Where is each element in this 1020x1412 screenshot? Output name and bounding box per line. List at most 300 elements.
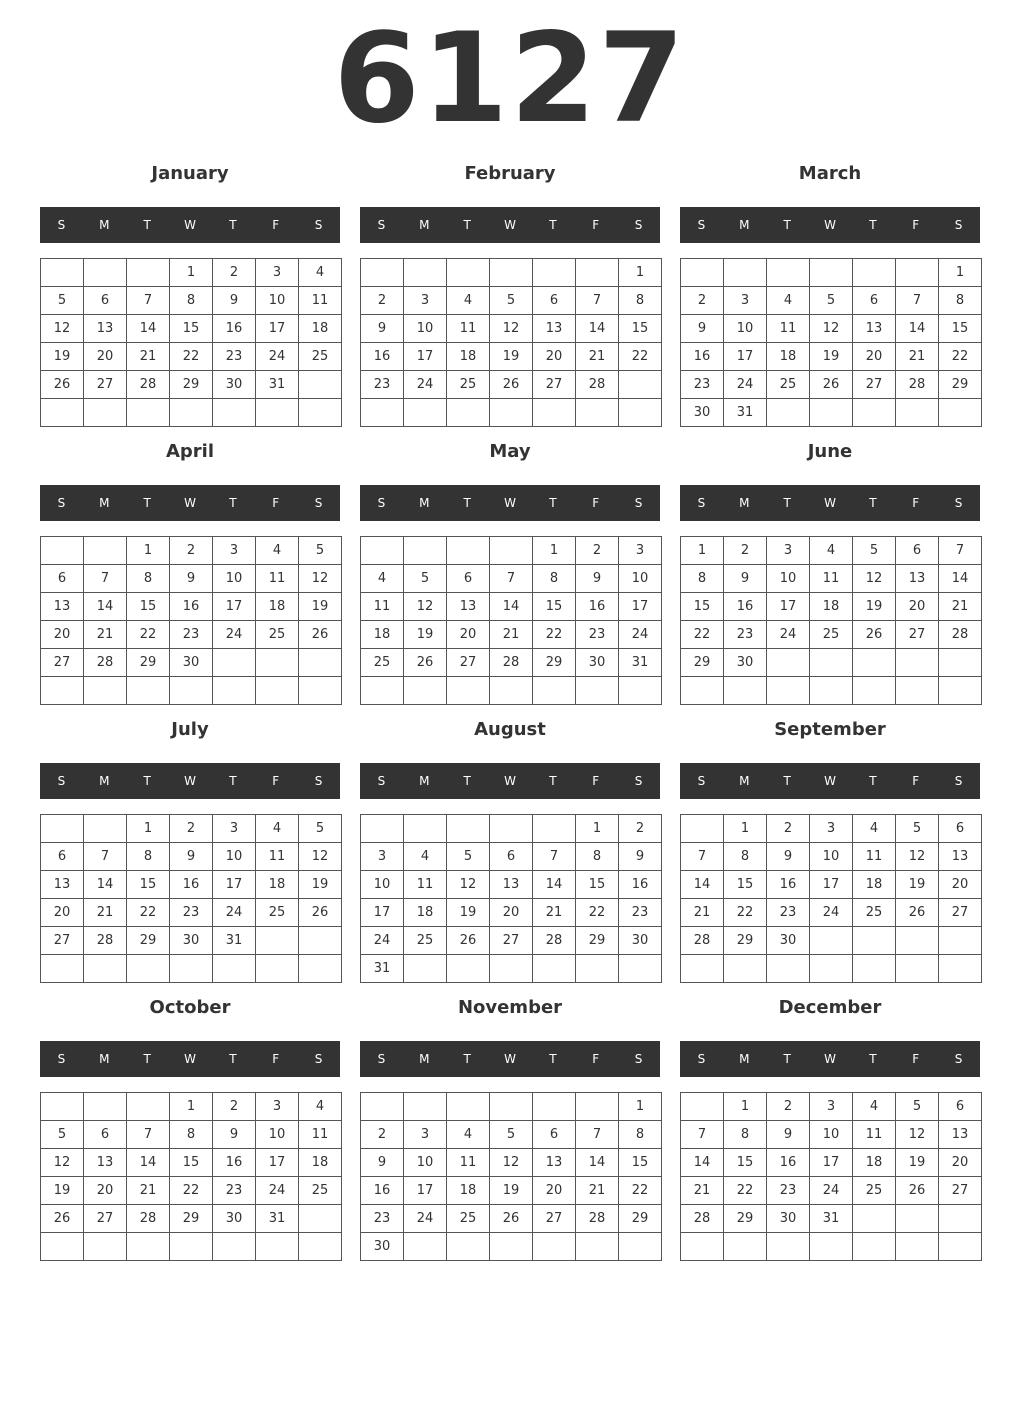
day-cell: 7 — [681, 1121, 724, 1149]
day-cell: 14 — [127, 1149, 170, 1177]
week-row — [361, 371, 662, 399]
week-row — [361, 1149, 662, 1177]
day-cell — [767, 399, 810, 427]
day-cell: 1 — [170, 259, 213, 287]
day-cell — [853, 649, 896, 677]
day-cell — [299, 677, 342, 705]
day-cell: 14 — [896, 315, 939, 343]
day-cell — [447, 955, 490, 983]
weekday-label: S — [377, 218, 386, 232]
day-cell — [810, 1233, 853, 1261]
day-cell: 6 — [896, 537, 939, 565]
day-cell: 13 — [447, 593, 490, 621]
day-cell: 12 — [490, 1149, 533, 1177]
day-grid — [360, 258, 662, 427]
day-cell: 9 — [724, 565, 767, 593]
day-cell: 11 — [299, 287, 342, 315]
day-cell: 4 — [810, 537, 853, 565]
day-cell: 17 — [213, 593, 256, 621]
weekday-label: M — [739, 496, 750, 510]
weekday-label: W — [824, 496, 836, 510]
weekday-label: T — [869, 774, 877, 788]
day-cell: 1 — [127, 537, 170, 565]
day-cell: 30 — [170, 649, 213, 677]
day-grid — [40, 258, 342, 427]
day-cell: 1 — [681, 537, 724, 565]
weekday-header — [680, 1041, 980, 1077]
day-cell: 22 — [170, 343, 213, 371]
week-row — [361, 537, 662, 565]
day-cell: 12 — [896, 1121, 939, 1149]
day-cell: 4 — [256, 537, 299, 565]
day-cell: 11 — [767, 315, 810, 343]
day-cell: 15 — [619, 315, 662, 343]
day-cell: 4 — [447, 287, 490, 315]
weekday-label: T — [143, 496, 151, 510]
weekday-label: W — [504, 1052, 516, 1066]
day-cell: 22 — [724, 1177, 767, 1205]
day-cell: 26 — [404, 649, 447, 677]
weekday-label: M — [99, 774, 110, 788]
day-cell — [533, 259, 576, 287]
weekday-label: T — [869, 496, 877, 510]
day-cell: 9 — [767, 1121, 810, 1149]
day-cell: 3 — [256, 1093, 299, 1121]
weekday-label: M — [419, 774, 430, 788]
weekday-label: S — [634, 496, 643, 510]
day-cell: 18 — [853, 871, 896, 899]
day-cell: 16 — [213, 1149, 256, 1177]
week-row — [41, 1205, 342, 1233]
day-cell: 13 — [533, 315, 576, 343]
day-cell: 24 — [810, 899, 853, 927]
day-cell: 11 — [447, 315, 490, 343]
week-row — [681, 1121, 982, 1149]
day-cell: 13 — [896, 565, 939, 593]
day-cell: 1 — [533, 537, 576, 565]
month-name: November — [457, 997, 563, 1018]
week-row — [41, 1177, 342, 1205]
day-cell — [533, 955, 576, 983]
day-cell: 8 — [724, 1121, 767, 1149]
day-cell: 19 — [41, 1177, 84, 1205]
day-cell — [404, 1093, 447, 1121]
day-cell — [361, 677, 404, 705]
day-cell — [447, 259, 490, 287]
week-row — [361, 1093, 662, 1121]
day-cell: 9 — [767, 843, 810, 871]
weekday-label: F — [592, 218, 600, 232]
weekday-header — [40, 1041, 340, 1077]
weekday-label: W — [824, 774, 836, 788]
day-cell — [127, 399, 170, 427]
weekday-label: T — [463, 218, 471, 232]
day-cell: 31 — [361, 955, 404, 983]
day-cell: 30 — [681, 399, 724, 427]
day-cell — [41, 677, 84, 705]
day-cell: 27 — [490, 927, 533, 955]
day-cell: 16 — [767, 871, 810, 899]
week-row — [361, 399, 662, 427]
weekday-label: T — [869, 218, 877, 232]
weekday-label: T — [143, 774, 151, 788]
day-cell: 27 — [41, 927, 84, 955]
day-cell: 3 — [810, 1093, 853, 1121]
day-cell — [810, 399, 853, 427]
day-cell — [810, 649, 853, 677]
weekday-label: F — [912, 774, 920, 788]
day-cell — [84, 955, 127, 983]
day-cell: 25 — [447, 1205, 490, 1233]
day-cell: 24 — [256, 343, 299, 371]
day-cell: 2 — [170, 537, 213, 565]
day-cell: 3 — [213, 815, 256, 843]
day-cell: 15 — [681, 593, 724, 621]
day-cell: 8 — [127, 565, 170, 593]
week-row — [681, 593, 982, 621]
day-cell: 24 — [213, 899, 256, 927]
day-cell: 26 — [810, 371, 853, 399]
day-cell: 18 — [447, 1177, 490, 1205]
day-cell: 28 — [127, 1205, 170, 1233]
day-cell: 8 — [939, 287, 982, 315]
week-row — [41, 343, 342, 371]
week-row — [41, 1121, 342, 1149]
week-row — [681, 315, 982, 343]
day-cell: 19 — [810, 343, 853, 371]
day-cell — [490, 259, 533, 287]
day-cell — [299, 1205, 342, 1233]
day-cell: 20 — [533, 343, 576, 371]
day-cell — [256, 649, 299, 677]
day-cell: 23 — [170, 899, 213, 927]
week-row — [361, 621, 662, 649]
day-cell: 9 — [361, 315, 404, 343]
day-cell: 25 — [299, 1177, 342, 1205]
day-grid — [680, 814, 982, 983]
day-cell: 18 — [767, 343, 810, 371]
week-row — [681, 871, 982, 899]
day-cell: 11 — [299, 1121, 342, 1149]
day-cell: 28 — [939, 621, 982, 649]
day-cell: 14 — [576, 315, 619, 343]
day-cell: 2 — [213, 259, 256, 287]
weekday-label: T — [143, 218, 151, 232]
week-row — [41, 259, 342, 287]
day-cell: 30 — [576, 649, 619, 677]
week-row — [41, 565, 342, 593]
weekday-label: S — [634, 774, 643, 788]
day-cell: 23 — [361, 1205, 404, 1233]
week-row — [41, 399, 342, 427]
weekday-label: S — [697, 496, 706, 510]
day-cell: 29 — [533, 649, 576, 677]
weekday-label: S — [954, 218, 963, 232]
weekday-label: W — [824, 218, 836, 232]
day-cell: 17 — [361, 899, 404, 927]
weekday-label: S — [377, 774, 386, 788]
day-cell — [767, 955, 810, 983]
day-cell: 31 — [619, 649, 662, 677]
month-name: February — [464, 163, 556, 184]
day-cell: 3 — [767, 537, 810, 565]
day-cell: 30 — [619, 927, 662, 955]
day-cell — [447, 399, 490, 427]
day-cell: 10 — [810, 1121, 853, 1149]
weekday-label: M — [739, 1052, 750, 1066]
day-cell: 10 — [256, 287, 299, 315]
day-cell: 6 — [447, 565, 490, 593]
day-cell — [576, 399, 619, 427]
day-cell: 23 — [576, 621, 619, 649]
day-cell: 11 — [853, 843, 896, 871]
day-cell: 23 — [619, 899, 662, 927]
day-cell: 19 — [490, 1177, 533, 1205]
day-cell: 1 — [939, 259, 982, 287]
day-cell: 30 — [170, 927, 213, 955]
day-cell: 26 — [41, 371, 84, 399]
day-cell — [256, 955, 299, 983]
day-cell — [84, 815, 127, 843]
day-cell — [404, 537, 447, 565]
day-cell: 7 — [576, 1121, 619, 1149]
weekday-label: F — [912, 218, 920, 232]
weekday-label: S — [377, 496, 386, 510]
day-cell: 11 — [361, 593, 404, 621]
week-row — [361, 1233, 662, 1261]
day-cell — [490, 1093, 533, 1121]
day-cell — [533, 399, 576, 427]
day-cell: 16 — [361, 1177, 404, 1205]
day-cell: 17 — [767, 593, 810, 621]
day-cell: 3 — [619, 537, 662, 565]
day-cell: 22 — [724, 899, 767, 927]
day-cell: 21 — [681, 1177, 724, 1205]
day-cell: 14 — [490, 593, 533, 621]
week-row — [681, 371, 982, 399]
day-cell: 17 — [213, 871, 256, 899]
day-cell: 19 — [41, 343, 84, 371]
day-cell: 12 — [404, 593, 447, 621]
weekday-label: S — [314, 1052, 323, 1066]
weekday-label: F — [592, 1052, 600, 1066]
weekday-header — [40, 763, 340, 799]
week-row — [41, 315, 342, 343]
week-row — [681, 399, 982, 427]
day-cell — [810, 955, 853, 983]
day-cell: 23 — [213, 1177, 256, 1205]
day-cell: 7 — [896, 287, 939, 315]
day-cell: 15 — [170, 315, 213, 343]
week-row — [41, 927, 342, 955]
day-cell — [404, 1233, 447, 1261]
day-cell: 10 — [619, 565, 662, 593]
day-cell: 28 — [681, 927, 724, 955]
day-cell — [896, 677, 939, 705]
day-cell: 6 — [533, 287, 576, 315]
day-cell: 2 — [170, 815, 213, 843]
day-cell — [41, 399, 84, 427]
day-cell — [213, 1233, 256, 1261]
day-cell: 10 — [213, 843, 256, 871]
day-cell — [681, 1093, 724, 1121]
weekday-label: S — [697, 774, 706, 788]
day-cell: 8 — [170, 1121, 213, 1149]
day-cell: 6 — [853, 287, 896, 315]
weekday-label: T — [229, 496, 237, 510]
day-cell: 10 — [767, 565, 810, 593]
week-row — [681, 1205, 982, 1233]
day-cell — [681, 259, 724, 287]
day-cell: 24 — [767, 621, 810, 649]
weekday-label: M — [99, 496, 110, 510]
day-cell: 22 — [681, 621, 724, 649]
day-cell: 5 — [490, 287, 533, 315]
day-cell — [619, 677, 662, 705]
day-grid — [40, 1092, 342, 1261]
day-cell: 15 — [619, 1149, 662, 1177]
day-cell: 18 — [299, 315, 342, 343]
day-cell: 23 — [213, 343, 256, 371]
day-cell: 10 — [361, 871, 404, 899]
month-name: January — [151, 163, 229, 184]
day-cell: 20 — [41, 899, 84, 927]
weekday-label: M — [99, 1052, 110, 1066]
day-cell: 18 — [299, 1149, 342, 1177]
week-row — [361, 343, 662, 371]
week-row — [681, 1149, 982, 1177]
week-row — [361, 815, 662, 843]
day-cell: 27 — [447, 649, 490, 677]
week-row — [361, 871, 662, 899]
week-row — [681, 649, 982, 677]
day-cell: 12 — [447, 871, 490, 899]
day-cell: 22 — [170, 1177, 213, 1205]
day-cell: 29 — [127, 927, 170, 955]
week-row — [681, 899, 982, 927]
weekday-label: S — [634, 1052, 643, 1066]
weekday-label: W — [824, 1052, 836, 1066]
week-row — [361, 287, 662, 315]
day-cell: 18 — [853, 1149, 896, 1177]
day-cell — [853, 399, 896, 427]
day-cell — [896, 927, 939, 955]
day-cell — [404, 259, 447, 287]
day-cell — [84, 677, 127, 705]
day-cell — [299, 1233, 342, 1261]
day-cell: 1 — [619, 1093, 662, 1121]
day-cell: 28 — [681, 1205, 724, 1233]
day-cell — [853, 927, 896, 955]
day-cell: 31 — [724, 399, 767, 427]
week-row — [41, 1149, 342, 1177]
day-cell — [767, 649, 810, 677]
day-cell — [810, 259, 853, 287]
day-cell — [939, 649, 982, 677]
day-cell: 2 — [767, 1093, 810, 1121]
week-row — [41, 899, 342, 927]
day-cell: 15 — [576, 871, 619, 899]
day-cell: 19 — [490, 343, 533, 371]
day-cell: 22 — [127, 621, 170, 649]
week-row — [41, 843, 342, 871]
day-cell: 6 — [84, 287, 127, 315]
day-cell: 30 — [361, 1233, 404, 1261]
day-cell: 21 — [681, 899, 724, 927]
weekday-label: T — [229, 1052, 237, 1066]
week-row — [361, 927, 662, 955]
day-cell: 4 — [853, 1093, 896, 1121]
weekday-label: F — [272, 218, 280, 232]
day-cell: 24 — [724, 371, 767, 399]
day-cell — [533, 677, 576, 705]
day-cell: 23 — [681, 371, 724, 399]
day-cell: 6 — [41, 843, 84, 871]
day-cell: 4 — [256, 815, 299, 843]
weekday-label: F — [592, 496, 600, 510]
day-cell — [404, 399, 447, 427]
day-cell: 10 — [404, 315, 447, 343]
day-cell: 17 — [256, 315, 299, 343]
day-cell: 14 — [84, 593, 127, 621]
day-cell: 22 — [576, 899, 619, 927]
day-cell — [127, 677, 170, 705]
day-cell: 18 — [361, 621, 404, 649]
day-cell: 6 — [41, 565, 84, 593]
day-cell: 17 — [404, 1177, 447, 1205]
day-cell — [724, 1233, 767, 1261]
day-cell — [41, 815, 84, 843]
weekday-label: T — [549, 496, 557, 510]
weekday-label: T — [783, 496, 791, 510]
weekday-label: T — [783, 218, 791, 232]
day-cell — [576, 955, 619, 983]
day-cell: 10 — [810, 843, 853, 871]
month-name: July — [171, 719, 209, 740]
weekday-label: T — [463, 774, 471, 788]
day-cell: 16 — [170, 871, 213, 899]
day-cell: 3 — [361, 843, 404, 871]
week-row — [41, 677, 342, 705]
day-cell: 5 — [447, 843, 490, 871]
day-cell — [170, 399, 213, 427]
day-cell: 24 — [619, 621, 662, 649]
day-cell: 31 — [213, 927, 256, 955]
day-cell: 12 — [41, 1149, 84, 1177]
day-cell: 21 — [939, 593, 982, 621]
day-cell: 11 — [256, 843, 299, 871]
day-cell: 29 — [681, 649, 724, 677]
day-cell: 31 — [810, 1205, 853, 1233]
day-cell: 5 — [853, 537, 896, 565]
day-cell: 29 — [576, 927, 619, 955]
day-cell: 21 — [127, 343, 170, 371]
day-cell — [896, 399, 939, 427]
week-row — [361, 1177, 662, 1205]
weekday-label: M — [739, 218, 750, 232]
weekday-label: W — [504, 496, 516, 510]
day-cell: 16 — [724, 593, 767, 621]
day-cell: 8 — [724, 843, 767, 871]
day-cell: 30 — [767, 1205, 810, 1233]
day-cell: 14 — [127, 315, 170, 343]
day-cell — [490, 537, 533, 565]
week-row — [41, 537, 342, 565]
day-cell — [724, 677, 767, 705]
week-row — [681, 1093, 982, 1121]
day-cell: 3 — [404, 1121, 447, 1149]
weekday-label: F — [272, 1052, 280, 1066]
